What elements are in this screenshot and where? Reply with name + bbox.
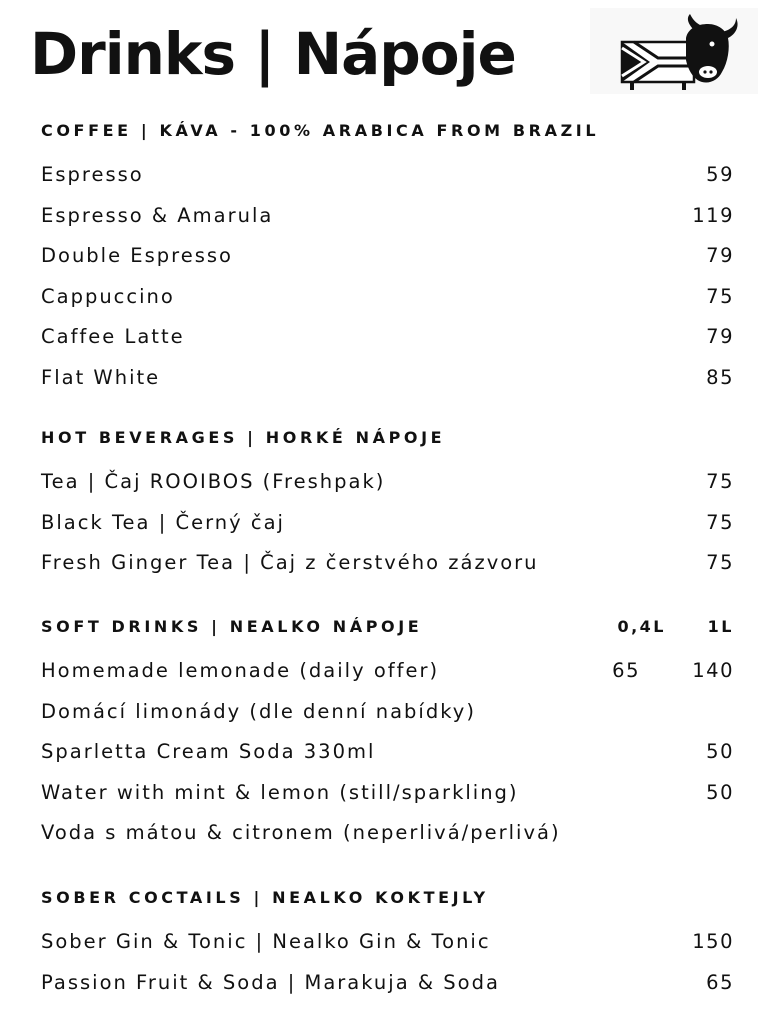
menu-item [41, 462, 732, 503]
item-price: 140 [692, 659, 734, 682]
menu-item [41, 732, 732, 773]
item-price: 75 [706, 284, 734, 308]
item-price: 50 [706, 740, 734, 764]
menu-list-sober-cocktails [41, 922, 732, 1003]
item-name: Espresso & Amarula [41, 203, 274, 227]
item-price: 50 [706, 780, 734, 804]
menu-item [41, 236, 732, 277]
section-soft-drinks [41, 617, 732, 854]
menu-item [41, 651, 732, 692]
page-title: Drinks | Nápoje [30, 20, 516, 88]
item-price: 79 [706, 325, 734, 349]
section-sober-cocktails [41, 888, 732, 1003]
item-name: Passion Fruit & Soda | Marakuja & Soda [41, 970, 500, 994]
menu-item [41, 358, 732, 399]
item-price: 59 [706, 163, 734, 186]
menu-item [41, 963, 732, 1004]
menu-list-soft-drinks [41, 651, 732, 854]
menu-item [41, 317, 732, 358]
menu-item [41, 196, 732, 237]
item-price: 150 [692, 930, 734, 953]
item-name: Tea | Čaj ROOIBOS (Freshpak) [41, 470, 386, 493]
menu-item [41, 692, 732, 733]
section-coffee [41, 121, 732, 399]
item-name: Voda s mátou & citronem (neperlivá/perlivá) [41, 821, 561, 845]
item-name: Cappuccino [41, 284, 175, 308]
item-name: Black Tea | Černý čaj [41, 510, 285, 534]
item-price: 85 [706, 365, 734, 389]
menu-item [41, 922, 732, 963]
section-header-sober-cocktails: SOBER COCTAILS | NEALKO KOKTEJLY [41, 888, 489, 907]
item-price-small: 65 [612, 659, 640, 682]
item-name: Sober Gin & Tonic | Nealko Gin & Tonic [41, 930, 491, 953]
item-price: 75 [706, 551, 734, 575]
menu-item [41, 155, 732, 196]
item-name: Homemade lemonade (daily offer) [41, 659, 440, 682]
section-header-coffee: COFFEE | KÁVA - 100% ARABICA FROM BRAZIL [41, 121, 600, 140]
item-name: Espresso [41, 163, 144, 186]
section-header-hot-beverages: HOT BEVERAGES | HORKÉ NÁPOJE [41, 428, 446, 447]
item-name: Flat White [41, 365, 161, 389]
menu-item [41, 503, 732, 544]
bull-flag-logo-icon [590, 8, 758, 94]
section-hot-beverages [41, 428, 732, 584]
menu-item [41, 543, 732, 584]
item-name: Water with mint & lemon (still/sparkling) [41, 780, 519, 804]
menu-item [41, 277, 732, 318]
menu-list-coffee [41, 155, 732, 399]
item-name: Fresh Ginger Tea | Čaj z čerstvého zázvoru [41, 551, 539, 575]
item-price: 79 [706, 244, 734, 268]
item-price: 75 [706, 510, 734, 534]
column-header-small: 0,4L [617, 617, 666, 636]
menu-item [41, 813, 732, 854]
menu-item [41, 773, 732, 814]
menu-list-hot-beverages [41, 462, 732, 584]
item-name: Domácí limonády (dle denní nabídky) [41, 699, 476, 723]
item-price: 119 [692, 203, 734, 227]
column-header-large: 1L [707, 617, 734, 636]
item-price: 65 [706, 970, 734, 994]
item-name: Caffee Latte [41, 325, 185, 349]
section-header-soft-drinks [41, 617, 732, 637]
item-name: Sparletta Cream Soda 330ml [41, 740, 376, 764]
item-name: Double Espresso [41, 244, 233, 268]
item-price: 75 [706, 470, 734, 493]
section-header-label: SOFT DRINKS | NEALKO NÁPOJE [41, 617, 423, 636]
